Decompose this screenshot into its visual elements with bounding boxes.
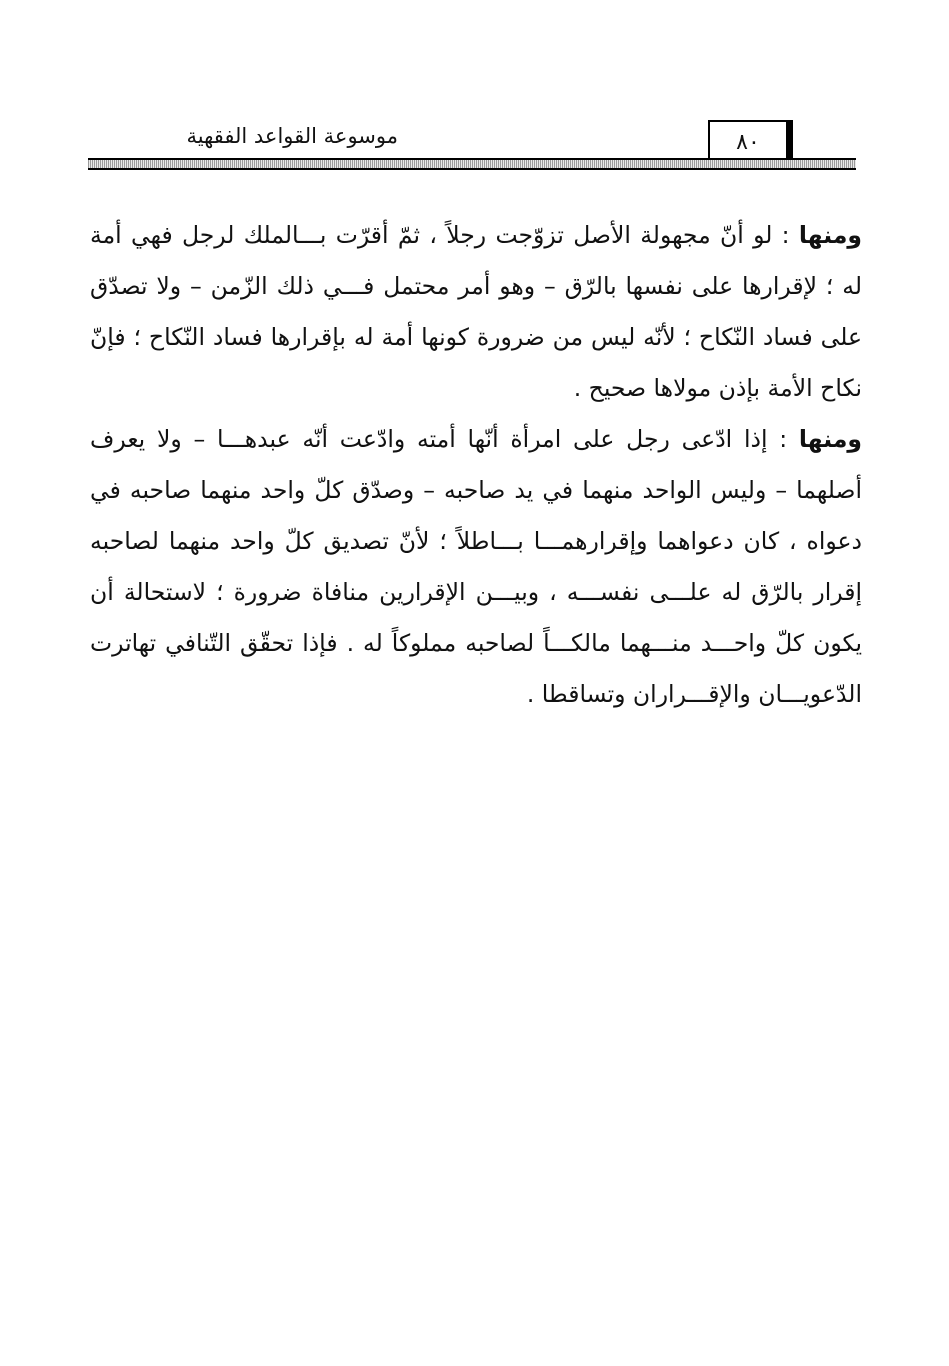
paragraph-text: : إذا ادّعى رجل على امرأة أنّها أمته وادّعت أنّه عبدهـــا – ولا يعرف أصلهما – وليس الواحد منهما في يد صاحبه – وصدّق كلّ واحد منهما صاحبه في دعواه ، كان دعواهما وإقرارهمـــا بـــاطلاً ؛ لأنّ تصديق كلّ واحد منهما لصاحبه إقرار بالرّق له علـــى نفســـه ، وبيـــن الإقرارين منافاة ضرورة ؛ لاستحالة أن يكون كلّ واحـــد منـــهما مالكـــاً لصاحبه مملوكاً له . فإذا تحقّق التّنافي تهاترت الدّعويـــان والإقـــراران وتساقطا . [90, 425, 862, 708]
paragraph-lead: ومنها [798, 221, 862, 249]
page-number: ٨٠ [736, 130, 760, 155]
paragraph-text: : لو أنّ مجهولة الأصل تزوّجت رجلاً ، ثمّ أقرّت بـــالملك لرجل فهي أمة له ؛ لإقرارها على نفسها بالرّق – وهو أمر محتمل فـــي ذلك الزّمن – ولا تصدّق على فساد النّكاح ؛ لأنّه ليس من ضرورة كونها أمة له بإقرارها فساد النّكاح ؛ فإنّ نكاح الأمة بإذن مولاها صحيح . [90, 221, 862, 402]
paragraph [90, 414, 862, 720]
header-rule [88, 158, 856, 170]
paragraph-lead: ومنها [798, 425, 862, 453]
page-header [88, 116, 856, 182]
paragraph [90, 210, 862, 414]
body-text [90, 210, 862, 720]
running-title: موسوعة القواعد الفقهية [186, 124, 398, 148]
